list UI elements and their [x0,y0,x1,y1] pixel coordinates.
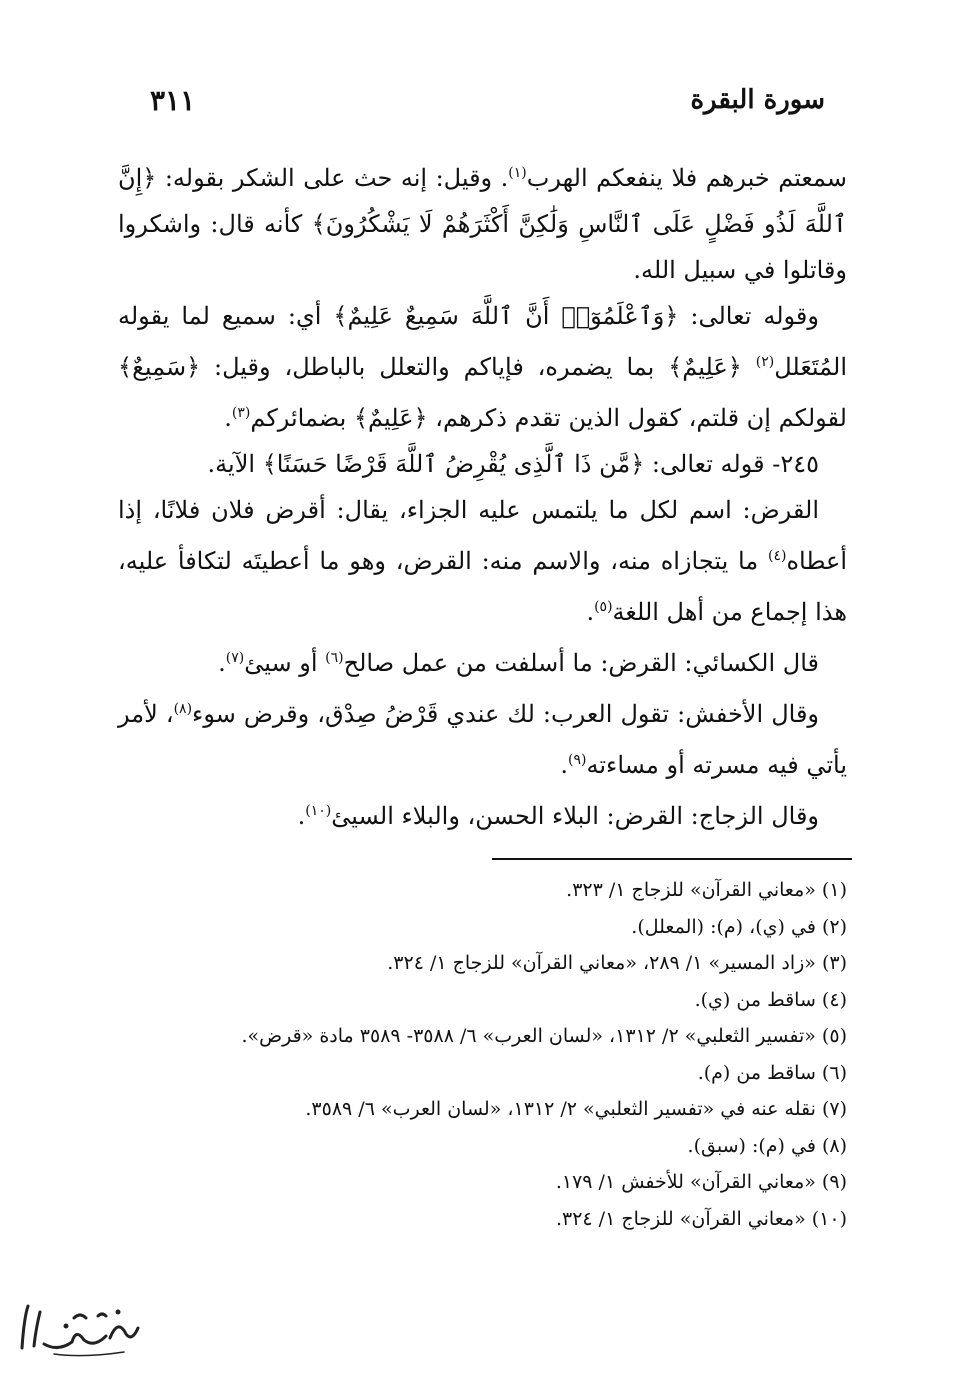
paragraph-4 [118,487,847,635]
footnote-ref: (١٠) [305,803,332,819]
footnotes [118,872,847,1237]
surah-title: سورة البقرة [690,85,825,115]
footnote-3: (٣) «زاد المسير» ١/ ٢٨٩، «معاني القرآن» للزجاج ١/ ٣٢٤. [387,952,847,974]
footnote-1: (١) «معاني القرآن» للزجاج ١/ ٣٢٣. [566,879,847,901]
paragraph-3 [118,441,847,487]
footnote-8: (٨) في (م): (سبق). [687,1134,847,1157]
footnote-6: (٦) ساقط من (م). [697,1061,847,1084]
footnote-ref: (٧) [225,650,245,666]
text-run: ، لأمر يأتي فيه مسرته أو مساءته [118,700,847,779]
text-run: . [218,649,226,677]
paragraph-7 [118,788,847,839]
text-run: ٢٤٥- قوله تعالى: ﴿مَّن ذَا ٱلَّذِى يُقْرِضُ ٱللَّهَ قَرْضًا حَسَنًا﴾ الآية. [207,450,819,478]
footnote-ref: (٦) [325,650,344,666]
page-number: ٣١١ [150,83,196,117]
footnote-ref: (٨) [173,701,193,717]
footnote-10: (١٠) «معاني القرآن» للزجاج ١/ ٣٢٤. [555,1207,847,1230]
footnote-7: (٧) نقله عنه في «تفسير الثعلبي» ٢/ ١٣١٢، «لسان العرب» ٦/ ٣٥٨٩. [305,1098,847,1120]
paragraph-1 [118,150,847,293]
main-text [118,150,847,839]
footnote-ref: (٢) [755,354,775,370]
text-run: أو سيئ [244,649,326,677]
footnote-ref: (٤) [767,548,787,564]
text-run: ﴿عَلِيمٌ﴾ بما يضمره، فإياكم والتعلل بالباطل، وقيل: ﴿سَمِيعٌ﴾ لقولكم إن قلتم، كقول الذين تقدم ذكرهم، ﴿عَلِيمٌ﴾ بضمائركم [118,353,847,432]
footnote-5: (٥) «تفسير الثعلبي» ٢/ ١٣١٢، «لسان العرب» ٦/ ٣٥٨٨- ٣٥٨٩ مادة «قرض». [241,1025,847,1047]
paragraph-5 [118,635,847,686]
text-run: وقوله تعالى: ﴿وَٱعْلَمُوٓا۟ أَنَّ ٱللَّهَ سَمِيعٌ عَلِيمٌ﴾ أي: سميع لما يقوله المُتَعَلل [118,302,847,381]
text-run: . [297,802,306,830]
footnote-4: (٤) ساقط من (ي). [694,988,847,1011]
text-run: قال الكسائي: القرض: ما أسلفت من عمل صالح [343,649,819,677]
footnote-9: (٩) «معاني القرآن» للأخفش ١/ ١٧٩. [555,1171,847,1193]
page-header [150,80,825,120]
text-run: وقال الأخفش: تقول العرب: لك عندي قَرْضُ صِدْق، وقرض سوء [192,700,819,728]
text-run: . [224,404,232,432]
footnote-ref: (١) [508,165,527,181]
text-run: وقال الزجاج: القرض: البلاء الحسن، والبلاء السيئ [331,802,819,830]
text-run: . وقيل: إنه حث على الشكر بقوله: ﴿إِنَّ ٱللَّهَ لَذُو فَضْلٍ عَلَى ٱلنَّاسِ وَلَٰكِنَّ أَكْثَرَهُمْ لَا يَشْكُرُونَ﴾ كأنه قال: واشكروا وقاتلوا في سبيل الله. [118,164,847,284]
footnote-2: (٢) في (ي)، (م): (المعلل). [631,915,847,938]
text-run: سمعتم خبرهم فلا ينفعكم الهرب [526,164,847,192]
calligraphy-logo-icon [14,1298,144,1360]
footnote-ref: (٥) [594,599,613,615]
footnote-ref: (٣) [231,405,251,421]
text-run: ما يتجازاه منه، والاسم منه: القرض، وهو ما أعطيتَه لتكافأ عليه، هذا إجماع من أهل اللغة [118,547,847,626]
text-run: . [560,751,569,779]
text-run: القرض: اسم لكل ما يلتمس عليه الجزاء، يقال: أقرض فلان فلانًا، إذا أعطاه [118,496,847,575]
paragraph-2 [118,293,847,441]
text-run: . [586,598,595,626]
footnote-ref: (٩) [568,752,587,768]
footnote-divider [492,858,852,860]
paragraph-6 [118,686,847,788]
